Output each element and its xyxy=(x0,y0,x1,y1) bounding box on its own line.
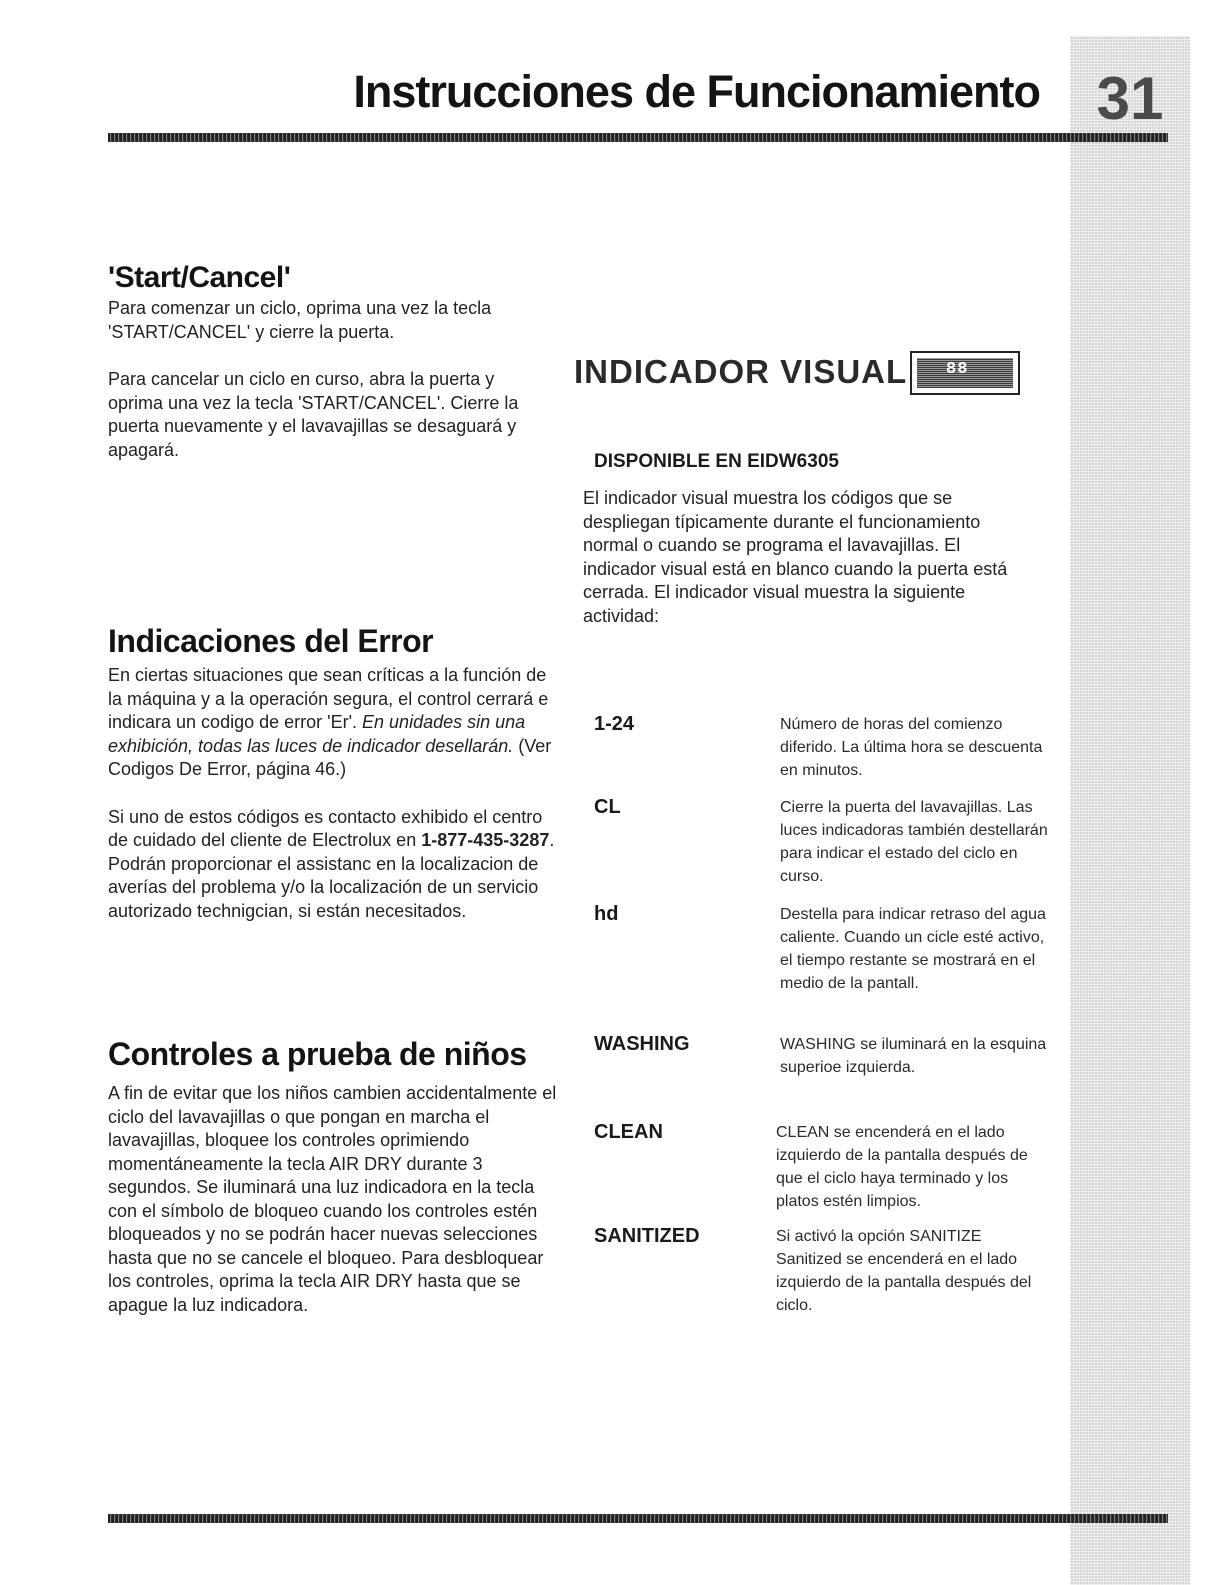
error-paragraph-2 xyxy=(108,806,564,924)
start-cancel-paragraph-2: Para cancelar un ciclo en curso, abra la puerta y oprima una vez la tecla 'START/CANCEL'. Cierre la puerta nuevamente y el lavavajillas se desaguará y apagará. xyxy=(108,369,519,460)
error-paragraph-1 xyxy=(108,664,564,782)
error-text-b: (Ver Codigos De Error, página 46.) xyxy=(108,735,552,779)
child-lock-heading: Controles a prueba de niños xyxy=(108,1036,527,1072)
code-label: hd xyxy=(594,903,619,925)
support-phone: 1-877-435-3287 xyxy=(421,830,550,850)
error-heading: Indicaciones del Error xyxy=(108,623,434,659)
footer-divider xyxy=(108,1514,1168,1523)
code-description: Si activó la opción SANITIZE Sanitized se encenderá en el lado izquierdo de la pantalla después del ciclo. xyxy=(776,1228,1032,1314)
page-number: 31 xyxy=(1096,65,1164,132)
code-label: WASHING xyxy=(594,1033,690,1055)
code-description: CLEAN se encenderá en el lado izquierdo de la pantalla después de que el ciclo haya terminado y los platos estén limpios. xyxy=(776,1124,1028,1210)
error-body xyxy=(108,664,564,923)
code-description: WASHING se iluminará en la esquina superioe izquierda. xyxy=(780,1036,1047,1076)
visual-indicator-heading: INDICADOR VISUAL xyxy=(574,353,908,390)
side-tab-strip xyxy=(1070,36,1190,1585)
dishwasher-display-icon xyxy=(910,351,1020,395)
visual-indicator-intro: El indicador visual muestra los códigos que se despliegan típicamente durante el funcionamiento normal o cuando se programa el lavavajillas. El indicador visual está en blanco cuando la puerta está cerrada. El indicador visual muestra la siguiente actividad: xyxy=(583,488,1008,626)
code-description: Cierre la puerta del lavavajillas. Las luces indicadoras también destellarán para indicar el estado del ciclo en curso. xyxy=(780,799,1048,885)
code-description: Destella para indicar retraso del agua caliente. Cuando un cicle esté activo, el tiempo restante se mostrará en el medio de la pantall. xyxy=(780,906,1046,992)
start-cancel-body xyxy=(108,297,538,462)
display-digits: 88 xyxy=(946,360,969,379)
start-cancel-heading: 'Start/Cancel' xyxy=(108,261,291,294)
code-description: Número de horas del comienzo diferido. La última hora se descuenta en minutos. xyxy=(780,716,1043,779)
page-title: Instrucciones de Funcionamiento xyxy=(353,66,1040,117)
error-text-italic: En unidades sin una exhibición, todas las luces de indicador desellarán. xyxy=(108,712,526,756)
header-divider xyxy=(108,133,1168,142)
error-contact-text: Si uno de estos códigos es contacto exhibido el centro de cuidado del cliente de Electrolux en xyxy=(108,806,543,850)
start-cancel-paragraph-1: Para comenzar un ciclo, oprima una vez la tecla 'START/CANCEL' y cierre la puerta. xyxy=(108,298,492,342)
code-label: CLEAN xyxy=(594,1121,663,1143)
availability-label: DISPONIBLE EN EIDW6305 xyxy=(594,451,839,472)
child-lock-paragraph: A fin de evitar que los niños cambien accidentalmente el ciclo del lavavajillas o que pongan en marcha el lavavajillas, bloquee los controles oprimiendo momentáneamente la tecla AIR DRY durante 3 segundos. Se iluminará una luz indicadora en la tecla con el símbolo de bloqueo cuando los controles estén bloqueados y no se podrán hacer nuevas selecciones hasta que no se cancele el bloqueo. Para desbloquear los controles, oprima la tecla AIR DRY hasta que se apague la luz indicadora. xyxy=(108,1083,557,1315)
code-label: CL xyxy=(594,796,621,818)
code-label: SANITIZED xyxy=(594,1225,700,1247)
child-lock-body xyxy=(108,1082,558,1317)
error-contact-text-b: . Podrán proporcionar el assistanc en la localizacion de averías del problema y/o la localización de un servicio autorizado technigcian, si están necesitados. xyxy=(108,830,555,921)
code-label: 1-24 xyxy=(594,713,635,735)
error-text-a: En ciertas situaciones que sean críticas a la función de la máquina y a la operación segura, el control cerrará e indicara un codigo de error 'Er'. xyxy=(108,665,549,732)
